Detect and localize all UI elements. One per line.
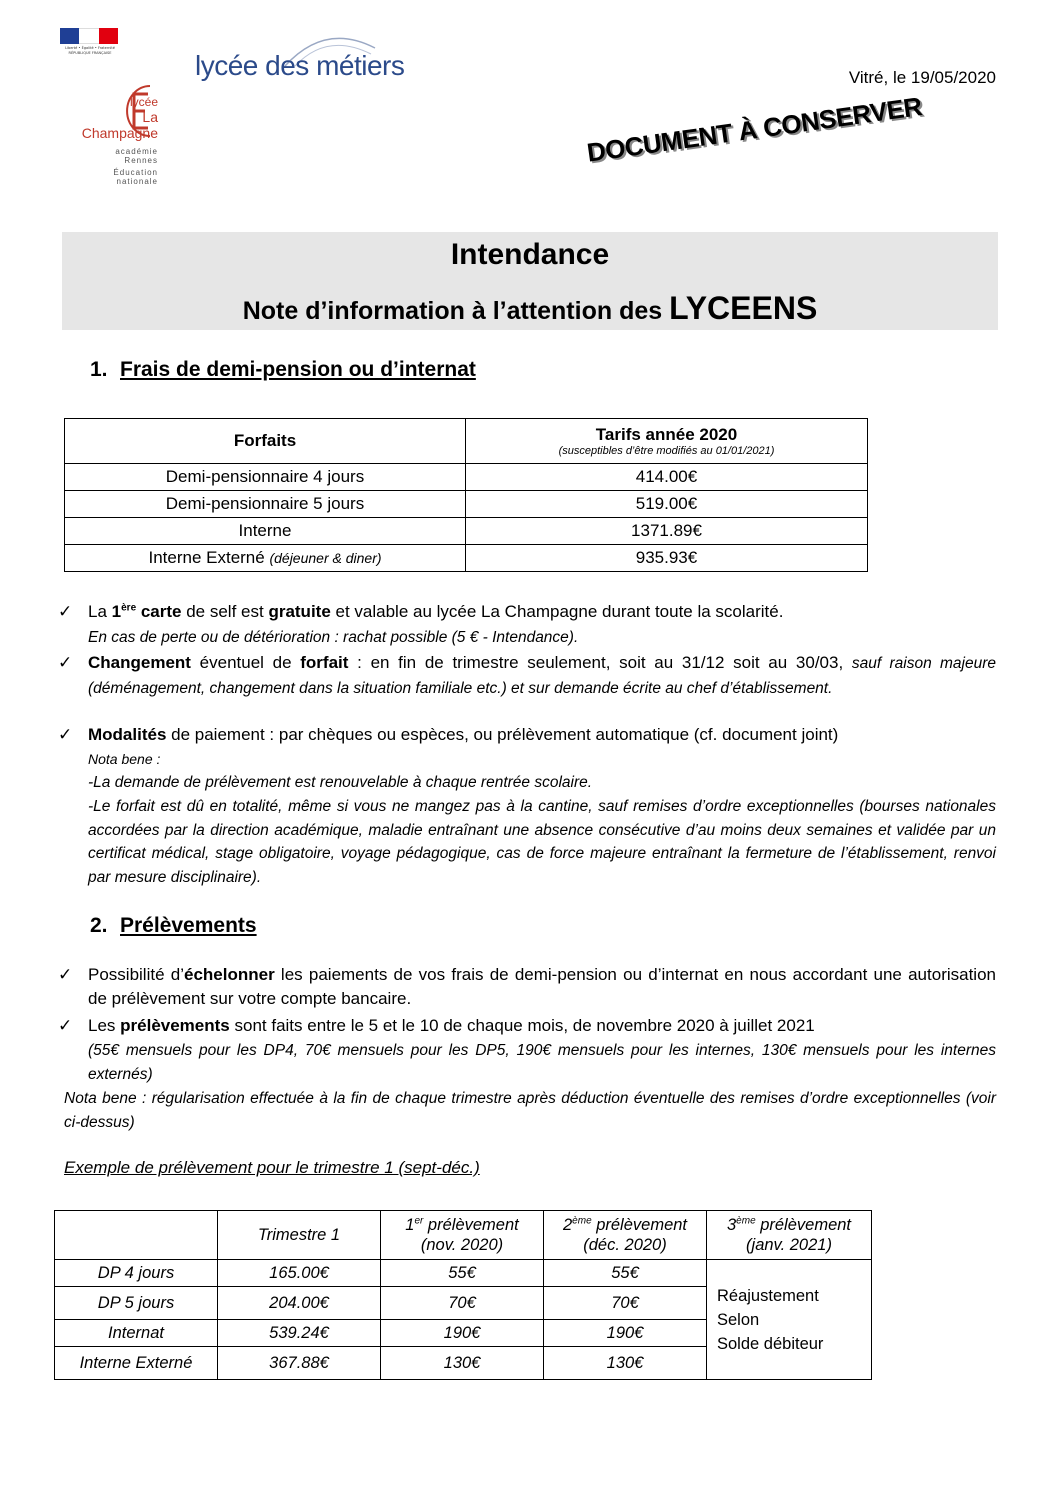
row-trimestre: 165.00€ — [218, 1260, 381, 1287]
text: et valable au lycée La Champagne durant toute la scolarité. — [330, 602, 784, 621]
text: sauf raison majeure (déménagement, changement dans la situation familiale etc.) et sur demande écrite au chef d’établissement. — [88, 655, 996, 697]
bullet-self-card-note: En cas de perte ou de détérioration : rachat possible (5 € - Intendance). — [88, 629, 579, 646]
row-trimestre: 204.00€ — [218, 1287, 381, 1320]
row-label: DP 5 jours — [55, 1287, 218, 1320]
section2-number: 2. — [90, 914, 108, 937]
section1-heading — [90, 358, 476, 382]
row-p1: 70€ — [381, 1287, 544, 1320]
text: de self est — [181, 602, 269, 621]
row-trimestre: 539.24€ — [218, 1320, 381, 1347]
text: 2 — [562, 1216, 573, 1234]
text: (déc. 2020) — [583, 1236, 667, 1254]
table-row — [65, 464, 868, 491]
table-row — [65, 518, 868, 545]
text: ème — [572, 1215, 592, 1227]
col-p2-header — [544, 1211, 707, 1260]
example-table — [54, 1210, 872, 1380]
text: 1 — [405, 1216, 415, 1234]
forfait-label-cell — [65, 545, 466, 572]
row-label: DP 4 jours — [55, 1260, 218, 1287]
prelevements-note: (55€ mensuels pour les DP4, 70€ mensuels pour les DP5, 190€ mensuels pour les internes, 130€ mensuels pour les internes externés) — [88, 1042, 996, 1083]
forfait-label: Demi-pensionnaire 5 jours — [65, 491, 466, 518]
text: Changement — [88, 653, 191, 672]
text: (janv. 2021) — [746, 1236, 832, 1254]
school-line1: lycée — [129, 95, 158, 109]
text: er — [414, 1215, 424, 1227]
forfait-label: Demi-pensionnaire 4 jours — [65, 464, 466, 491]
academy-line1: académie — [115, 147, 158, 156]
col-forfaits-header: Forfaits — [65, 419, 466, 464]
academy-line2: Rennes — [124, 156, 158, 165]
nota-bene-1: -La demande de prélèvement est renouvelable à chaque rentrée scolaire. — [88, 774, 593, 791]
rf-caption: Liberté • Égalité • Fraternité RÉPUBLIQUE FRANÇAISE — [65, 46, 115, 55]
republique-francaise-logo — [60, 28, 120, 62]
text: éventuel de — [190, 653, 301, 672]
text: échelonner — [184, 965, 275, 984]
text: prélèvement — [755, 1216, 852, 1234]
row-p1: 55€ — [381, 1260, 544, 1287]
bullet-prelevements — [88, 1014, 996, 1038]
empty-corner — [55, 1211, 218, 1260]
section1-title: Frais de demi-pension ou d’internat — [120, 358, 476, 381]
check-icon: ✓ — [58, 965, 73, 984]
text: Possibilité d’ — [88, 965, 184, 984]
check-icon: ✓ — [58, 602, 73, 621]
col-trimestre-header: Trimestre 1 — [218, 1211, 381, 1260]
table-row — [55, 1260, 872, 1287]
forfait-price: 414.00€ — [466, 464, 868, 491]
text: : en fin de trimestre seulement, soit au 31/12 soit au 30/03, — [348, 653, 852, 672]
forfait-label: Interne Externé — [148, 548, 270, 567]
page-subtitle — [62, 290, 998, 327]
nota-bene-regularisation: Nota bene : régularisation effectuée à la fin de chaque trimestre après déduction éventuelle des remises d’ordre exceptionnelles (voir ci-dessus) — [64, 1090, 996, 1131]
text: Selon — [717, 1310, 760, 1329]
col-p3-header — [707, 1211, 872, 1260]
row-p1: 190€ — [381, 1320, 544, 1347]
check-icon: ✓ — [58, 653, 73, 672]
row-p2: 55€ — [544, 1260, 707, 1287]
text: prélèvement — [591, 1216, 688, 1234]
row-p2: 190€ — [544, 1320, 707, 1347]
subtitle-emphasis: LYCEENS — [669, 290, 818, 326]
check-icon: ✓ — [58, 725, 73, 744]
page-title: Intendance — [450, 238, 610, 271]
text: Modalités — [88, 725, 167, 744]
text: prélèvement — [423, 1216, 519, 1234]
section1-number: 1. — [90, 358, 108, 381]
text: carte — [136, 602, 182, 621]
row-p1: 130€ — [381, 1347, 544, 1380]
tarifs-note: (susceptibles d’être modifiés au 01/01/2021) — [558, 445, 775, 457]
text: 1 — [111, 602, 122, 621]
table-row — [65, 491, 868, 518]
section2-heading — [90, 914, 257, 938]
pricing-table — [64, 418, 868, 572]
bullet-self-card — [88, 600, 996, 624]
bullet-change-forfait — [88, 651, 996, 701]
example-title: Exemple de prélèvement pour le trimestre 1 (sept-déc.) — [64, 1158, 480, 1177]
text: de paiement : par chèques ou espèces, ou prélèvement automatique (cf. document joint) — [166, 725, 839, 744]
ministry-line2: nationale — [116, 177, 158, 186]
text: prélèvements — [120, 1016, 230, 1035]
row-trimestre: 367.88€ — [218, 1347, 381, 1380]
bullet-payment — [88, 723, 996, 747]
nota-bene-2: -Le forfait est dû en totalité, même si vous ne mangez pas à la cantine, sauf remises d’ordre exceptionnelles (bourses nationales accordées par la direction académique, maladie entraînant une absence consécutive d’au moins deux semaines et validée par un certificat médical, stage obligatoire, voyage pédagogique, cas de force majeure entraînant la fermeture de l’établissement, renvoi par mesure disciplinaire). — [88, 798, 996, 886]
nota-bene-label: Nota bene : — [88, 751, 161, 767]
pricing-header-row — [65, 419, 868, 464]
school-line2: La Champagne — [81, 109, 158, 141]
text: ème — [736, 1215, 756, 1227]
row-p2: 130€ — [544, 1347, 707, 1380]
section2-title: Prélèvements — [120, 914, 257, 937]
document-date: Vitré, le 19/05/2020 — [848, 68, 996, 87]
education-e-icon — [120, 82, 160, 140]
document-stamp: DOCUMENT À CONSERVER — [585, 91, 924, 168]
text: ère — [121, 602, 137, 614]
forfait-label: Interne — [65, 518, 466, 545]
text: 3 — [726, 1216, 737, 1234]
text: Solde débiteur — [717, 1334, 824, 1353]
tarifs-title: Tarifs année 2020 — [595, 425, 738, 444]
subtitle-prefix: Note d’information à l’attention des — [242, 297, 670, 325]
forfait-price: 519.00€ — [466, 491, 868, 518]
row-label: Interne Externé — [55, 1347, 218, 1380]
row-label: Internat — [55, 1320, 218, 1347]
ministry-line1: Éducation — [113, 168, 158, 177]
text: Les — [88, 1016, 121, 1035]
text: La — [88, 602, 112, 621]
text: forfait — [300, 653, 349, 672]
col-tarifs-header — [466, 419, 868, 464]
forfait-note: (déjeuner & diner) — [269, 550, 382, 566]
lycee-des-metiers-logo: lycée des métiers — [195, 50, 405, 81]
table-row — [65, 545, 868, 572]
text: Réajustement — [717, 1286, 819, 1305]
text: les paiements de vos frais de demi-pension ou d’internat en nous accordant une autorisation de prélèvement sur votre compte bancaire. — [88, 965, 996, 1008]
reajustement-cell — [707, 1260, 872, 1380]
text: sont faits entre le 5 et le 10 de chaque mois, de novembre 2020 à juillet 2021 — [229, 1016, 815, 1035]
text: gratuite — [268, 602, 331, 621]
forfait-price: 1371.89€ — [466, 518, 868, 545]
forfait-price: 935.93€ — [466, 545, 868, 572]
col-p1-header — [381, 1211, 544, 1260]
row-p2: 70€ — [544, 1287, 707, 1320]
example-header-row — [55, 1211, 872, 1260]
bullet-echelonner — [88, 963, 996, 1011]
check-icon: ✓ — [58, 1016, 73, 1035]
text: (nov. 2020) — [420, 1236, 504, 1254]
